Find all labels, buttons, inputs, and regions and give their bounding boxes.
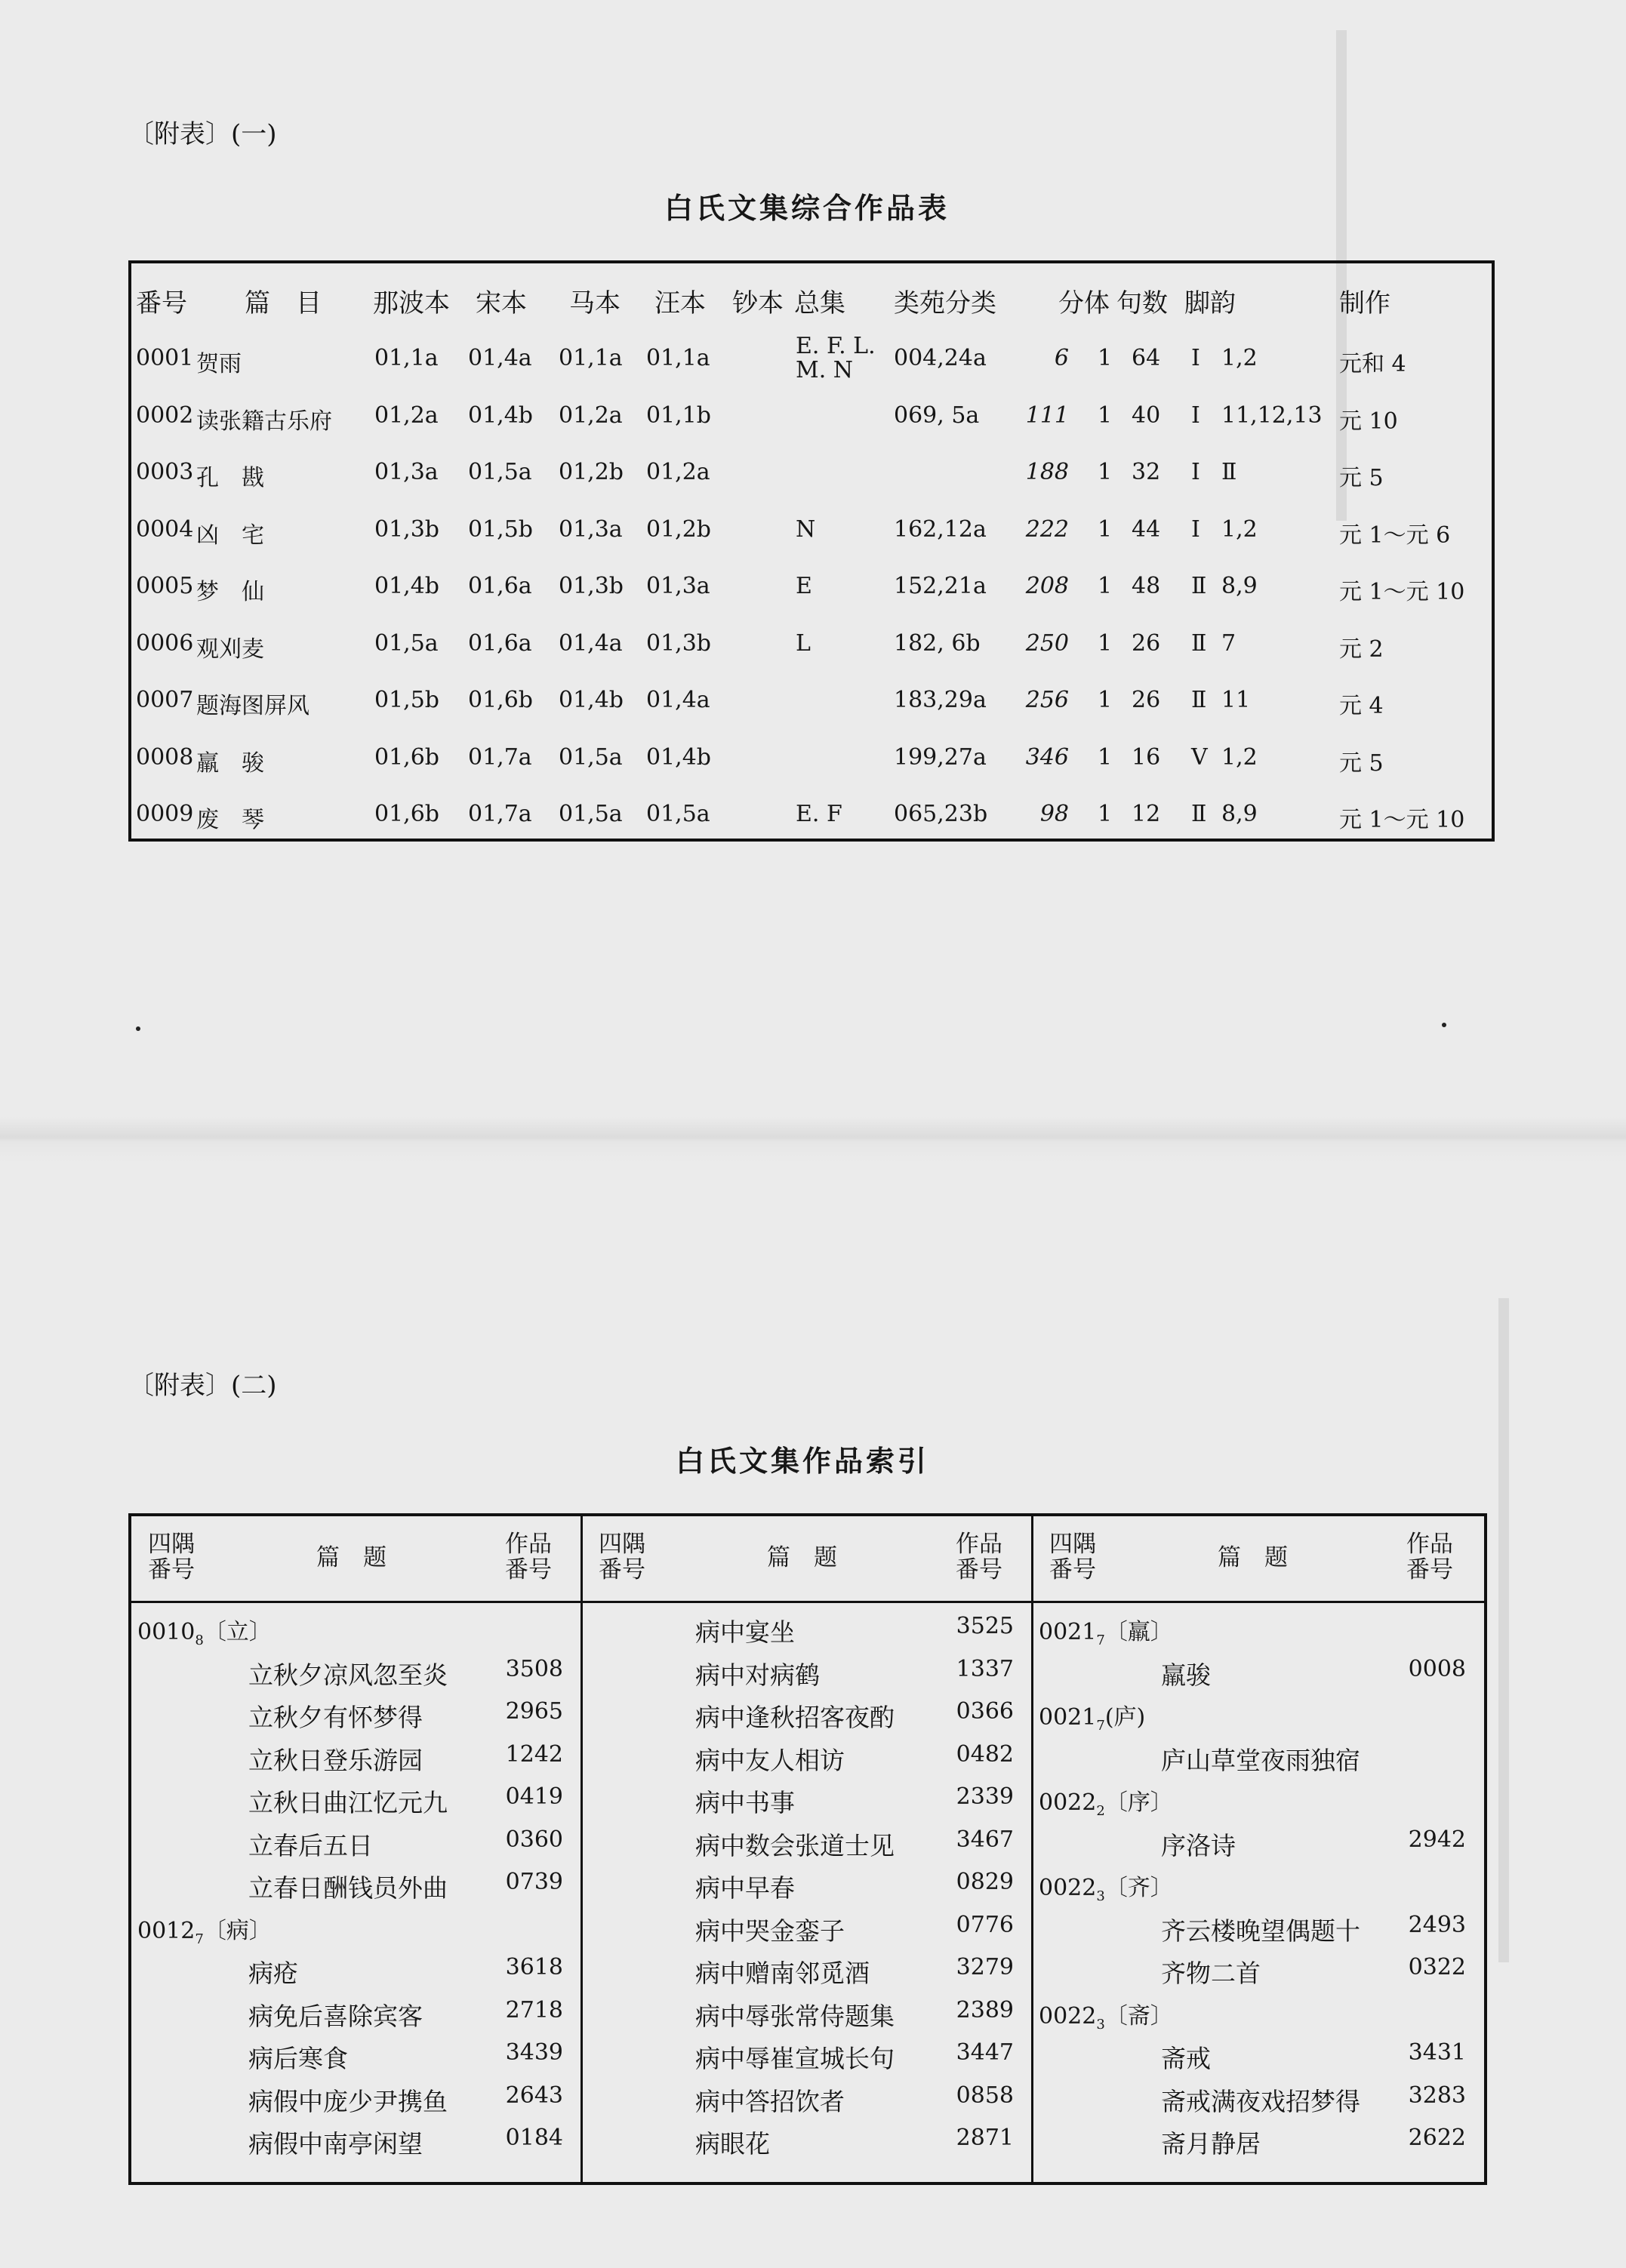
index-title: 病免后喜除宾客 bbox=[248, 2001, 423, 2031]
index-title: 病中逢秋招客夜酌 bbox=[695, 1703, 895, 1732]
cell-zhizuo: 元 1～元 10 bbox=[1339, 579, 1465, 605]
cell-ma: 01,2a bbox=[559, 402, 623, 429]
cell-yun-num: 1,2 bbox=[1221, 515, 1258, 543]
group-code-char: 〔立〕 bbox=[203, 1619, 272, 1645]
index-number: 0366 bbox=[956, 1698, 1014, 1725]
col-header-nabo: 那波本 bbox=[373, 288, 450, 319]
paper-fold bbox=[0, 1117, 1626, 1162]
col-header-title: 篇 题 bbox=[316, 1544, 386, 1571]
cell-wang: 01,2b bbox=[646, 515, 712, 543]
group-code-number: 0010 bbox=[137, 1619, 196, 1645]
appendix1-title: 白氏文集综合作品表 bbox=[664, 191, 950, 225]
cell-ti: 1 bbox=[1098, 402, 1113, 429]
index-table bbox=[128, 1513, 1487, 2185]
cell-no: 0002 bbox=[136, 402, 194, 429]
index-title: 立春后五日 bbox=[248, 1830, 373, 1860]
cell-no: 0004 bbox=[136, 515, 194, 543]
cell-leiyuan: 152,21a bbox=[894, 573, 987, 599]
index-title: 立秋日登乐游园 bbox=[248, 1745, 423, 1775]
cell-leiyuan: 162,12a bbox=[894, 515, 987, 543]
cell-zhizuo: 元 5 bbox=[1339, 465, 1384, 491]
index-title: 立春日酬钱员外曲 bbox=[248, 1873, 448, 1903]
index-number: 0322 bbox=[1408, 1954, 1466, 1980]
cell-nabo: 01,1a bbox=[374, 345, 439, 371]
cell-no: 0001 bbox=[136, 345, 194, 371]
col-header-title: 篇 题 bbox=[1218, 1544, 1288, 1571]
cell-yun-num: 1,2 bbox=[1221, 743, 1258, 771]
col-header-code: 四隅番号 bbox=[599, 1531, 645, 1583]
index-title: 病中对病鹤 bbox=[695, 1660, 820, 1690]
index-number: 0858 bbox=[956, 2082, 1014, 2109]
cell-yun-mark: I bbox=[1191, 515, 1200, 543]
cell-yun-num: 11 bbox=[1221, 687, 1251, 713]
cell-jushu: 12 bbox=[1132, 801, 1161, 827]
index-number: 3447 bbox=[956, 2039, 1014, 2066]
cell-song: 01,7a bbox=[468, 801, 532, 827]
cell-yun-mark: Ⅱ bbox=[1191, 573, 1207, 599]
cell-title: 梦 仙 bbox=[196, 579, 264, 605]
index-number: 2493 bbox=[1408, 1911, 1466, 1938]
group-code-char: 〔斋〕 bbox=[1104, 2002, 1173, 2030]
cell-nabo: 01,3a bbox=[374, 459, 439, 485]
cell-ma: 01,2b bbox=[559, 459, 624, 485]
cell-title: 凶 宅 bbox=[196, 522, 264, 549]
cell-zongji: E bbox=[796, 573, 812, 599]
col-header-chao: 钞本 bbox=[732, 288, 784, 319]
cell-song: 01,6b bbox=[468, 687, 534, 713]
index-title: 斋月静居 bbox=[1161, 2129, 1261, 2159]
index-number: 0419 bbox=[505, 1783, 563, 1810]
col-header-num: 作品番号 bbox=[505, 1531, 552, 1583]
col-header-jushu: 句数 bbox=[1116, 288, 1168, 319]
cell-zongji: L bbox=[796, 629, 811, 657]
cell-song: 01,4a bbox=[468, 345, 532, 371]
cell-ti: 1 bbox=[1098, 629, 1113, 657]
cell-fenti: 346 bbox=[1025, 743, 1069, 771]
col-header-yun: 脚韵 bbox=[1184, 288, 1236, 319]
index-title: 病中宴坐 bbox=[695, 1617, 795, 1647]
column-divider bbox=[1031, 1516, 1033, 2182]
col-header-leiyuan: 类苑分类 bbox=[894, 288, 996, 319]
cell-yun-num: Ⅱ bbox=[1221, 459, 1237, 485]
group-code bbox=[137, 1912, 272, 1947]
index-title: 病眼花 bbox=[695, 2129, 770, 2159]
cell-zhizuo: 元 1～元 6 bbox=[1339, 522, 1451, 549]
cell-wang: 01,4b bbox=[646, 743, 712, 771]
cell-song: 01,5b bbox=[468, 515, 534, 543]
group-code-number: 0021 bbox=[1039, 1619, 1097, 1645]
cell-leiyuan: 065,23b bbox=[894, 801, 988, 827]
cell-fenti: 6 bbox=[1054, 345, 1069, 371]
index-title: 病中书事 bbox=[695, 1788, 795, 1817]
cell-nabo: 01,2a bbox=[374, 402, 439, 429]
col-header-title: 篇 题 bbox=[767, 1544, 837, 1571]
index-number: 3467 bbox=[956, 1826, 1014, 1853]
index-title: 病中答招饮者 bbox=[695, 2086, 845, 2116]
cell-no: 0007 bbox=[136, 687, 194, 713]
cell-title: 孔 戡 bbox=[196, 465, 264, 491]
cell-fenti: 222 bbox=[1025, 515, 1069, 543]
appendix2-title: 白氏文集作品索引 bbox=[676, 1444, 930, 1478]
index-title: 病后寒食 bbox=[248, 2044, 348, 2073]
cell-wang: 01,1a bbox=[646, 345, 710, 371]
cell-jushu: 44 bbox=[1132, 515, 1161, 543]
cell-ti: 1 bbox=[1098, 743, 1113, 771]
cell-jushu: 48 bbox=[1132, 573, 1161, 599]
group-code bbox=[137, 1613, 272, 1648]
cell-yun-num: 8,9 bbox=[1221, 573, 1258, 599]
cell-nabo: 01,5b bbox=[374, 687, 440, 713]
index-number: 0776 bbox=[956, 1911, 1014, 1938]
index-title: 病中辱张常侍题集 bbox=[695, 2001, 895, 2031]
col-header-num: 作品番号 bbox=[956, 1531, 1002, 1583]
index-title: 斋戒满夜戏招梦得 bbox=[1161, 2086, 1360, 2116]
group-code-subscript: 3 bbox=[1096, 1888, 1105, 1904]
cell-leiyuan: 182, 6b bbox=[894, 629, 981, 657]
index-number: 1242 bbox=[505, 1740, 563, 1768]
group-code-subscript: 3 bbox=[1096, 2016, 1105, 2033]
group-code-number: 0021 bbox=[1039, 1704, 1097, 1731]
cell-ti: 1 bbox=[1098, 515, 1113, 543]
column-divider bbox=[580, 1516, 583, 2182]
cell-song: 01,5a bbox=[468, 459, 532, 485]
cell-no: 0006 bbox=[136, 629, 194, 657]
group-code-subscript: 7 bbox=[195, 1931, 204, 1947]
index-title: 病中哭金銮子 bbox=[695, 1916, 845, 1946]
cell-ti: 1 bbox=[1098, 459, 1113, 485]
cell-title: 羸 骏 bbox=[196, 749, 264, 777]
works-table bbox=[128, 260, 1495, 842]
index-number: 0184 bbox=[505, 2125, 563, 2151]
cell-yun-mark: V bbox=[1191, 743, 1208, 771]
index-number: 1337 bbox=[956, 1655, 1014, 1682]
cell-title: 观刈麦 bbox=[196, 635, 264, 663]
cell-nabo: 01,6b bbox=[374, 801, 440, 827]
cell-ma: 01,3b bbox=[559, 573, 624, 599]
cell-ma: 01,4a bbox=[559, 629, 623, 657]
cell-wang: 01,3b bbox=[646, 629, 712, 657]
group-code-subscript: 2 bbox=[1096, 1803, 1105, 1819]
cell-ti: 1 bbox=[1098, 687, 1113, 713]
index-title: 立秋夕凉风忽至炎 bbox=[248, 1660, 448, 1690]
index-title: 病中友人相访 bbox=[695, 1745, 845, 1775]
cell-zongji: N bbox=[796, 515, 816, 543]
cell-jushu: 40 bbox=[1132, 402, 1161, 429]
group-code bbox=[1039, 1613, 1173, 1648]
index-title: 病中赠南邻觅酒 bbox=[695, 1959, 870, 1988]
cell-nabo: 01,6b bbox=[374, 743, 440, 771]
cell-leiyuan: 069, 5a bbox=[894, 402, 980, 429]
cell-yun-num: 8,9 bbox=[1221, 801, 1258, 827]
cell-zhizuo: 元 5 bbox=[1339, 749, 1384, 777]
col-header-title: 篇 目 bbox=[245, 288, 322, 319]
index-number: 2389 bbox=[956, 1996, 1014, 2023]
cell-jushu: 32 bbox=[1132, 459, 1161, 485]
appendix1-label: 〔附表〕(一) bbox=[128, 119, 277, 149]
index-title: 庐山草堂夜雨独宿 bbox=[1161, 1745, 1360, 1775]
index-title: 病中数会张道士见 bbox=[695, 1830, 895, 1860]
index-number: 3618 bbox=[505, 1954, 563, 1980]
cell-yun-mark: I bbox=[1191, 345, 1200, 371]
cell-fenti: 111 bbox=[1025, 402, 1069, 429]
col-header-code: 四隅番号 bbox=[1049, 1531, 1096, 1583]
cell-fenti: 250 bbox=[1025, 629, 1069, 657]
index-number: 2942 bbox=[1408, 1826, 1466, 1853]
index-number: 2643 bbox=[505, 2082, 563, 2109]
index-number: 2871 bbox=[956, 2125, 1014, 2151]
group-code-number: 0022 bbox=[1039, 1875, 1097, 1901]
cell-nabo: 01,5a bbox=[374, 629, 439, 657]
group-code-subscript: 7 bbox=[1096, 1718, 1105, 1734]
index-number: 2622 bbox=[1408, 2125, 1466, 2151]
cell-yun-mark: Ⅱ bbox=[1191, 629, 1207, 657]
group-code-number: 0012 bbox=[137, 1917, 196, 1944]
index-title: 斋戒 bbox=[1161, 2044, 1211, 2073]
cell-nabo: 01,4b bbox=[374, 573, 440, 599]
cell-nabo: 01,3b bbox=[374, 515, 440, 543]
index-title: 立秋日曲江忆元九 bbox=[248, 1788, 448, 1817]
cell-zhizuo: 元 2 bbox=[1339, 635, 1384, 663]
index-title: 病疮 bbox=[248, 1959, 298, 1988]
col-header-no: 番号 bbox=[136, 288, 187, 319]
cell-leiyuan: 004,24a bbox=[894, 345, 987, 371]
group-code-number: 0022 bbox=[1039, 2002, 1097, 2030]
col-header-code: 四隅番号 bbox=[148, 1531, 195, 1583]
col-header-song: 宋本 bbox=[476, 288, 527, 319]
cell-fenti: 256 bbox=[1025, 687, 1069, 713]
cell-ma: 01,5a bbox=[559, 801, 623, 827]
cell-wang: 01,4a bbox=[646, 687, 710, 713]
index-number: 0482 bbox=[956, 1740, 1014, 1768]
index-number: 3439 bbox=[505, 2039, 563, 2066]
cell-yun-mark: Ⅱ bbox=[1191, 801, 1207, 827]
index-number: 2339 bbox=[956, 1783, 1014, 1810]
cell-fenti: 188 bbox=[1025, 459, 1069, 485]
index-number: 3525 bbox=[956, 1613, 1014, 1639]
index-number: 2718 bbox=[505, 1996, 563, 2023]
index-title: 病假中南亭闲望 bbox=[248, 2129, 423, 2159]
col-header-wang: 汪本 bbox=[654, 288, 706, 319]
cell-ma: 01,3a bbox=[559, 515, 623, 543]
index-number: 3508 bbox=[505, 1655, 563, 1682]
cell-title: 题海图屏风 bbox=[196, 693, 309, 719]
cell-leiyuan: 183,29a bbox=[894, 687, 987, 713]
cell-ma: 01,4b bbox=[559, 687, 624, 713]
col-header-zongji: 总集 bbox=[794, 288, 845, 319]
cell-jushu: 16 bbox=[1132, 743, 1161, 771]
group-code-char: 〔齐〕 bbox=[1104, 1875, 1173, 1901]
cell-song: 01,6a bbox=[468, 573, 532, 599]
cell-no: 0005 bbox=[136, 573, 194, 599]
group-code-subscript: 7 bbox=[1096, 1633, 1105, 1648]
group-code-char: 〔序〕 bbox=[1104, 1789, 1173, 1816]
appendix2-label: 〔附表〕(二) bbox=[128, 1371, 277, 1401]
cell-title: 废 琴 bbox=[196, 807, 264, 833]
index-title: 病中辱崔宣城长句 bbox=[695, 2044, 895, 2073]
cell-jushu: 26 bbox=[1132, 629, 1161, 657]
cell-zhizuo: 元 10 bbox=[1339, 408, 1398, 435]
cell-zhizuo: 元和 4 bbox=[1339, 351, 1406, 377]
col-header-fenti: 分体 bbox=[1058, 288, 1110, 319]
cell-wang: 01,2a bbox=[646, 459, 710, 485]
index-number: 3431 bbox=[1408, 2039, 1466, 2066]
group-code-char: 〔羸〕 bbox=[1104, 1619, 1173, 1645]
cell-leiyuan: 199,27a bbox=[894, 743, 987, 771]
cell-fenti: 98 bbox=[1039, 801, 1069, 827]
index-title: 齐云楼晚望偶题十 bbox=[1161, 1916, 1360, 1946]
speck bbox=[136, 1026, 140, 1031]
index-title: 病中早春 bbox=[695, 1873, 795, 1903]
index-title: 羸骏 bbox=[1161, 1660, 1211, 1690]
cell-zongji: E. F bbox=[796, 801, 842, 827]
cell-ti: 1 bbox=[1098, 801, 1113, 827]
cell-zhizuo: 元 4 bbox=[1339, 693, 1384, 719]
index-number: 3283 bbox=[1408, 2082, 1466, 2109]
group-code bbox=[1039, 1869, 1173, 1904]
speck bbox=[1442, 1023, 1446, 1027]
cell-jushu: 26 bbox=[1132, 687, 1161, 713]
cell-zhizuo: 元 1～元 10 bbox=[1339, 807, 1465, 833]
cell-song: 01,4b bbox=[468, 402, 534, 429]
cell-ti: 1 bbox=[1098, 573, 1113, 599]
bleed-through-column bbox=[1498, 1298, 1509, 1962]
cell-yun-num: 7 bbox=[1221, 629, 1236, 657]
cell-fenti: 208 bbox=[1025, 573, 1069, 599]
cell-ti: 1 bbox=[1098, 345, 1113, 371]
group-code-subscript: 8 bbox=[195, 1633, 204, 1648]
cell-ma: 01,1a bbox=[559, 345, 623, 371]
cell-no: 0009 bbox=[136, 801, 194, 827]
cell-zongji: E. F. L. M. N bbox=[796, 333, 876, 383]
group-code-number: 0022 bbox=[1039, 1789, 1097, 1816]
cell-title: 读张籍古乐府 bbox=[196, 408, 332, 435]
index-number: 0008 bbox=[1408, 1655, 1466, 1682]
group-code bbox=[1039, 1997, 1173, 2033]
group-code-char: 〔病〕 bbox=[203, 1917, 272, 1944]
index-number: 0829 bbox=[956, 1869, 1014, 1895]
col-header-zhizuo: 制作 bbox=[1339, 288, 1390, 319]
cell-wang: 01,3a bbox=[646, 573, 710, 599]
header-divider bbox=[131, 1601, 1484, 1603]
index-number: 2965 bbox=[505, 1698, 563, 1725]
index-title: 序洛诗 bbox=[1161, 1830, 1236, 1860]
index-number: 0360 bbox=[505, 1826, 563, 1853]
index-title: 齐物二首 bbox=[1161, 1959, 1261, 1988]
cell-song: 01,7a bbox=[468, 743, 532, 771]
group-code bbox=[1039, 1698, 1145, 1734]
cell-yun-mark: Ⅱ bbox=[1191, 687, 1207, 713]
cell-title: 贺雨 bbox=[196, 351, 242, 377]
index-number: 0739 bbox=[505, 1869, 563, 1895]
col-header-ma: 马本 bbox=[569, 288, 621, 319]
cell-ma: 01,5a bbox=[559, 743, 623, 771]
cell-no: 0008 bbox=[136, 743, 194, 771]
group-code bbox=[1039, 1783, 1173, 1819]
index-number: 3279 bbox=[956, 1954, 1014, 1980]
cell-yun-mark: I bbox=[1191, 459, 1200, 485]
cell-no: 0003 bbox=[136, 459, 194, 485]
cell-song: 01,6a bbox=[468, 629, 532, 657]
index-title: 立秋夕有怀梦得 bbox=[248, 1703, 423, 1732]
cell-jushu: 64 bbox=[1132, 345, 1161, 371]
cell-yun-mark: I bbox=[1191, 402, 1200, 429]
cell-wang: 01,5a bbox=[646, 801, 710, 827]
col-header-num: 作品番号 bbox=[1406, 1531, 1453, 1583]
index-title: 病假中庞少尹携鱼 bbox=[248, 2086, 448, 2116]
cell-yun-num: 11,12,13 bbox=[1221, 402, 1323, 429]
cell-yun-num: 1,2 bbox=[1221, 345, 1258, 371]
cell-wang: 01,1b bbox=[646, 402, 712, 429]
group-code-char: (庐) bbox=[1104, 1704, 1146, 1731]
